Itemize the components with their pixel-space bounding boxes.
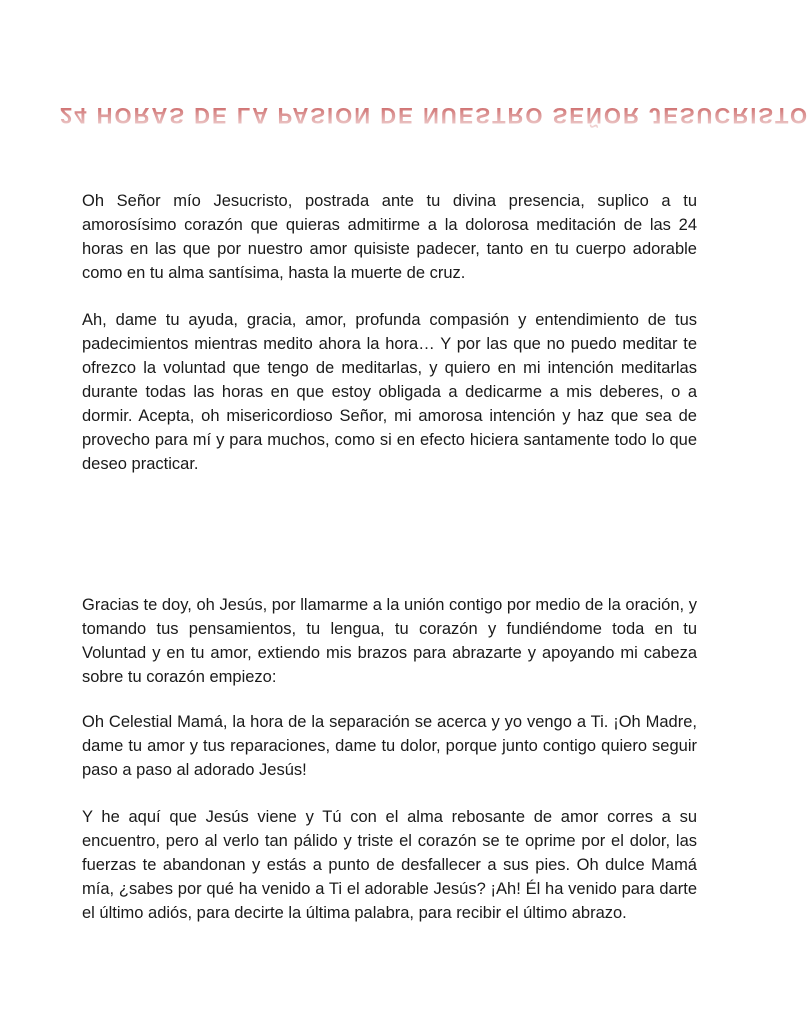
page-title: 24 HORAS DE LA PASION DE NUESTRO SEÑOR JESUCRISTO bbox=[60, 99, 809, 131]
paragraph: Y he aquí que Jesús viene y Tú con el alma rebosante de amor corres a su encuentro, pero al verlo tan pálido y triste el corazón se te oprime por el dolor, las fuerzas te abandonan y estás a punto de desfallecer a sus pies. Oh dulce Mamá mía, ¿sabes por qué ha venido a Ti el adorable Jesús? ¡Ah! Él ha venido para darte el último adiós, para decirte la última palabra, para recibir el último abrazo. bbox=[82, 808, 697, 922]
paragraph: Ah, dame tu ayuda, gracia, amor, profunda compasión y entendimiento de tus padecimientos mientras medito ahora la hora… Y por las que no puedo meditar te ofrezco la voluntad que tengo de meditarlas, y quiero en mi intención meditarlas durante todas las horas en que estoy obligada a dedicarme a mis deberes, o a dormir. Acepta, oh misericordioso Señor, mi amorosa intención y haz que sea de provecho para mí y para muchos, como si en efecto hiciera santamente todo lo que deseo practicar. bbox=[82, 311, 697, 473]
paragraph: Gracias te doy, oh Jesús, por llamarme a la unión contigo por medio de la oración, y tomando tus pensamientos, tu lengua, tu corazón y fundiéndome toda en tu Voluntad y en tu amor, extiendo mis brazos para abrazarte y apoyando mi cabeza sobre tu corazón empiezo: bbox=[82, 596, 697, 686]
paragraph: Oh Celestial Mamá, la hora de la separación se acerca y yo vengo a Ti. ¡Oh Madre, dame tu amor y tus reparaciones, dame tu dolor, porque junto contigo quiero seguir paso a paso al adorado Jesús! bbox=[82, 713, 697, 779]
paragraph: Oh Señor mío Jesucristo, postrada ante tu divina presencia, suplico a tu amorosísimo corazón que quieras admitirme a la dolorosa meditación de las 24 horas en las que por nuestro amor quisiste padecer, tanto en tu cuerpo adorable como en tu alma santísima, hasta la muerte de cruz. bbox=[82, 192, 697, 282]
title-reflection-area bbox=[60, 99, 809, 128]
